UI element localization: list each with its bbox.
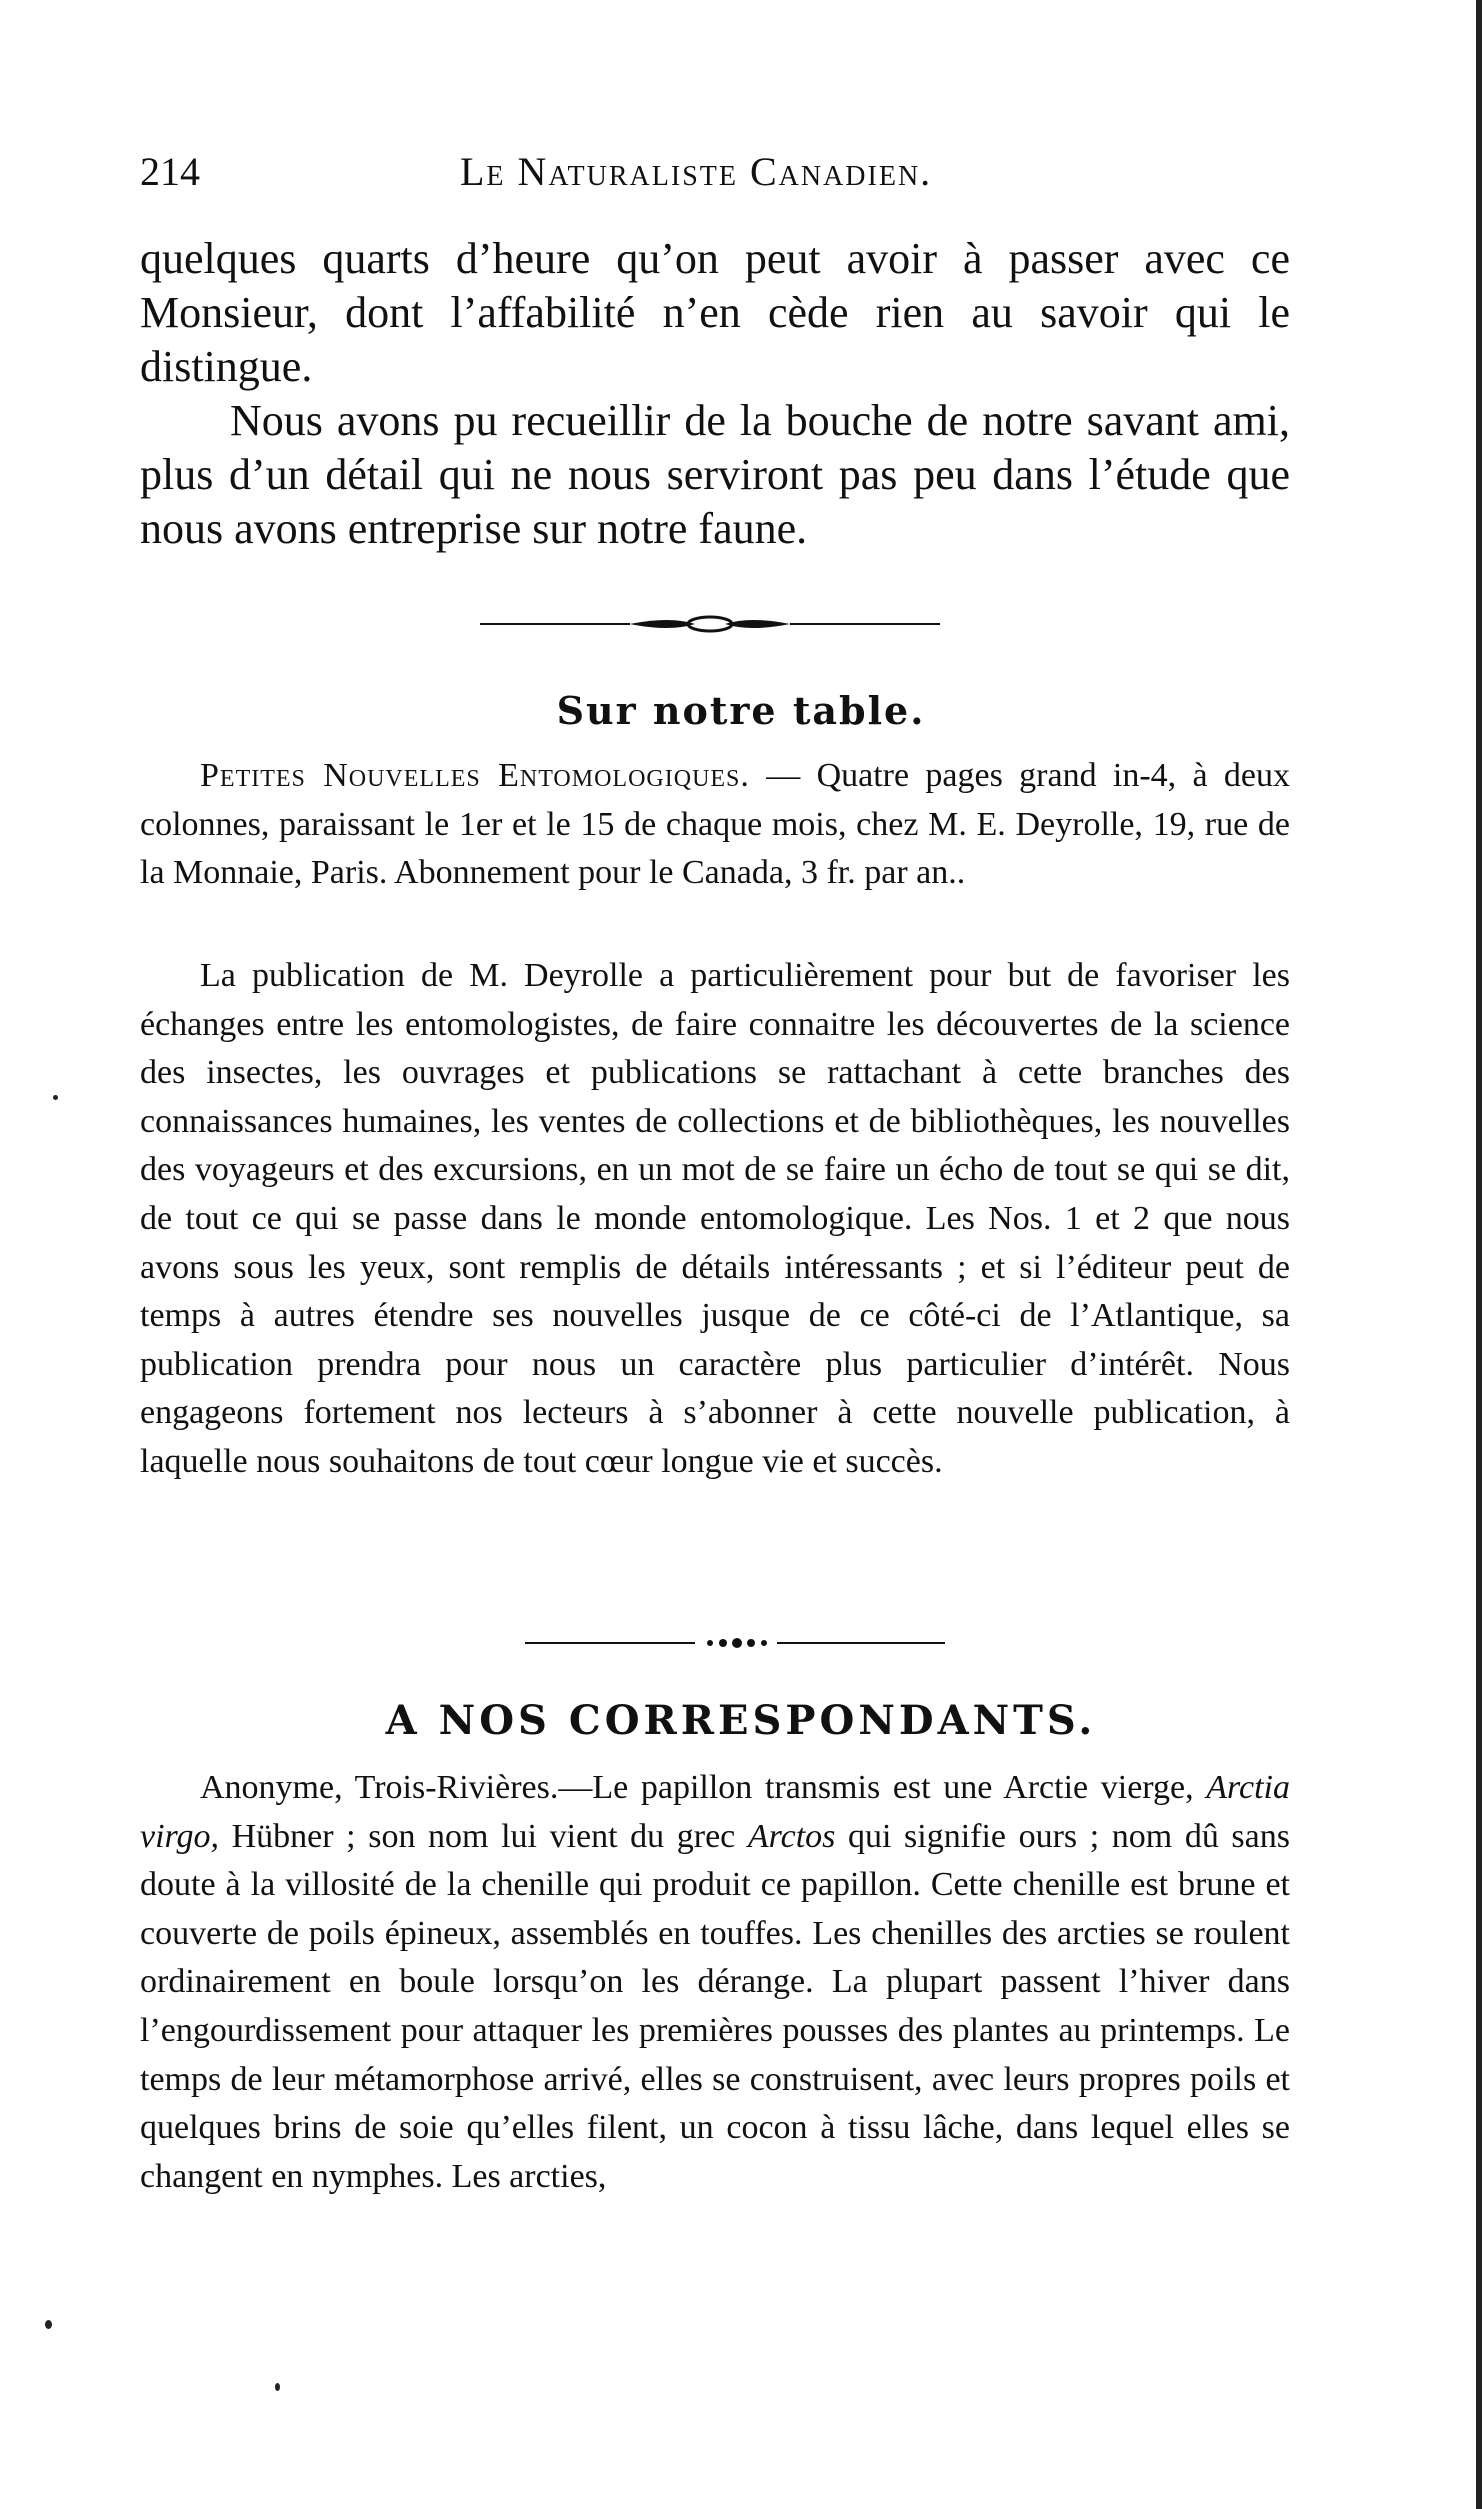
review-details: Quatre pages grand in-4, à deux colonnes, paraissant le 1er et le 15 de chaque mois, chez M. E. Deyrolle, 19, rue de la Monnaie, Paris. Abonnement pour le Canada, 3 fr. par an.. [140, 757, 1291, 892]
section-title-a-nos-correspondants: A NOS CORRESPONDANTS. [385, 1697, 1097, 1744]
section-title-sur-notre-table: Sur notre table. [556, 688, 926, 733]
page-header [140, 148, 1280, 198]
scan-edge [1476, 0, 1482, 2509]
correspondents-rest: qui signifie ours ; nom dû sans doute à la villosité de la chenille qui produit ce papillon. Cette chenille est brune et couverte de poils épineux, assemblés en touffes. Les chenilles des arcties se roulent ordinairement en boule lorsqu’on les dérange. La plupart passent l’hiver dans l’engourdissement pour attaquer les premières pousses des plantes au printemps. Le temps de leur métamorphose arrivé, elles se construisent, avec leurs propres poils et quelques brins de soie qu’elles filent, un cocon à tissu lâche, dans lequel elles se changent en nymphes. Les arcties, [140, 1817, 1290, 2195]
scan-speck [275, 2383, 280, 2391]
review-body: La publication de M. Deyrolle a particulièrement pour but de favoriser les échanges entre les entomologistes, de faire connaitre les découvertes de la science des insectes, les ouvrages et publications se rattachant à cette branches des connaissances humaines, les ventes de collections et de bibliothèques, les nouvelles des voyageurs et des excursions, en un mot de se faire un écho de tout se qui se dit, de tout ce qui se passe dans le monde entomologique. Les Nos. 1 et 2 que nous avons sous les yeux, sont remplis de détails intéressants ; et si l’éditeur peut de temps à autres étendre ses nouvelles jusque de ce côté-ci de l’Atlantique, sa publication prendra pour nous un caractère plus particulier d’intérêt. Nous engageons fortement nos lecteurs à s’abonner à cette nouvelle publication, à laquelle nous souhaitons de tout cœur longue vie et succès. [140, 957, 1290, 1480]
running-title: Le Naturaliste Canadien. [460, 149, 933, 194]
review-entry [140, 752, 1290, 898]
review-dash: — [749, 757, 817, 794]
small-divider [525, 1636, 945, 1650]
scan-speck [45, 2320, 52, 2329]
correspondents-lead: Anonyme, Trois-Rivières.—Le papillon transmis est une Arctie vierge, [200, 1769, 1207, 1806]
correspondents-body [140, 1764, 1290, 2201]
paragraph-2: Nous avons pu recueillir de la bouche de notre savant ami, plus d’un détail qui ne nous serviront pas peu dans l’étude que nous avons entreprise sur notre faune. [140, 396, 1290, 553]
scan-speck [53, 1095, 58, 1100]
correspondents-mid: Hübner ; son nom lui vient du grec [219, 1817, 748, 1855]
greek-word: Arctos [747, 1817, 836, 1855]
continued-paragraph: quelques quarts d’heure qu’on peut avoir à passer avec ce Monsieur, dont l’affabilité n’en cède rien au savoir qui le distingue. [140, 234, 1290, 391]
review-title: Petites Nouvelles Entomologiques. [200, 757, 750, 794]
species-name: Arctia virgo, [140, 1769, 1290, 1855]
page-number: 214 [140, 149, 200, 194]
ornamental-divider [480, 612, 940, 636]
